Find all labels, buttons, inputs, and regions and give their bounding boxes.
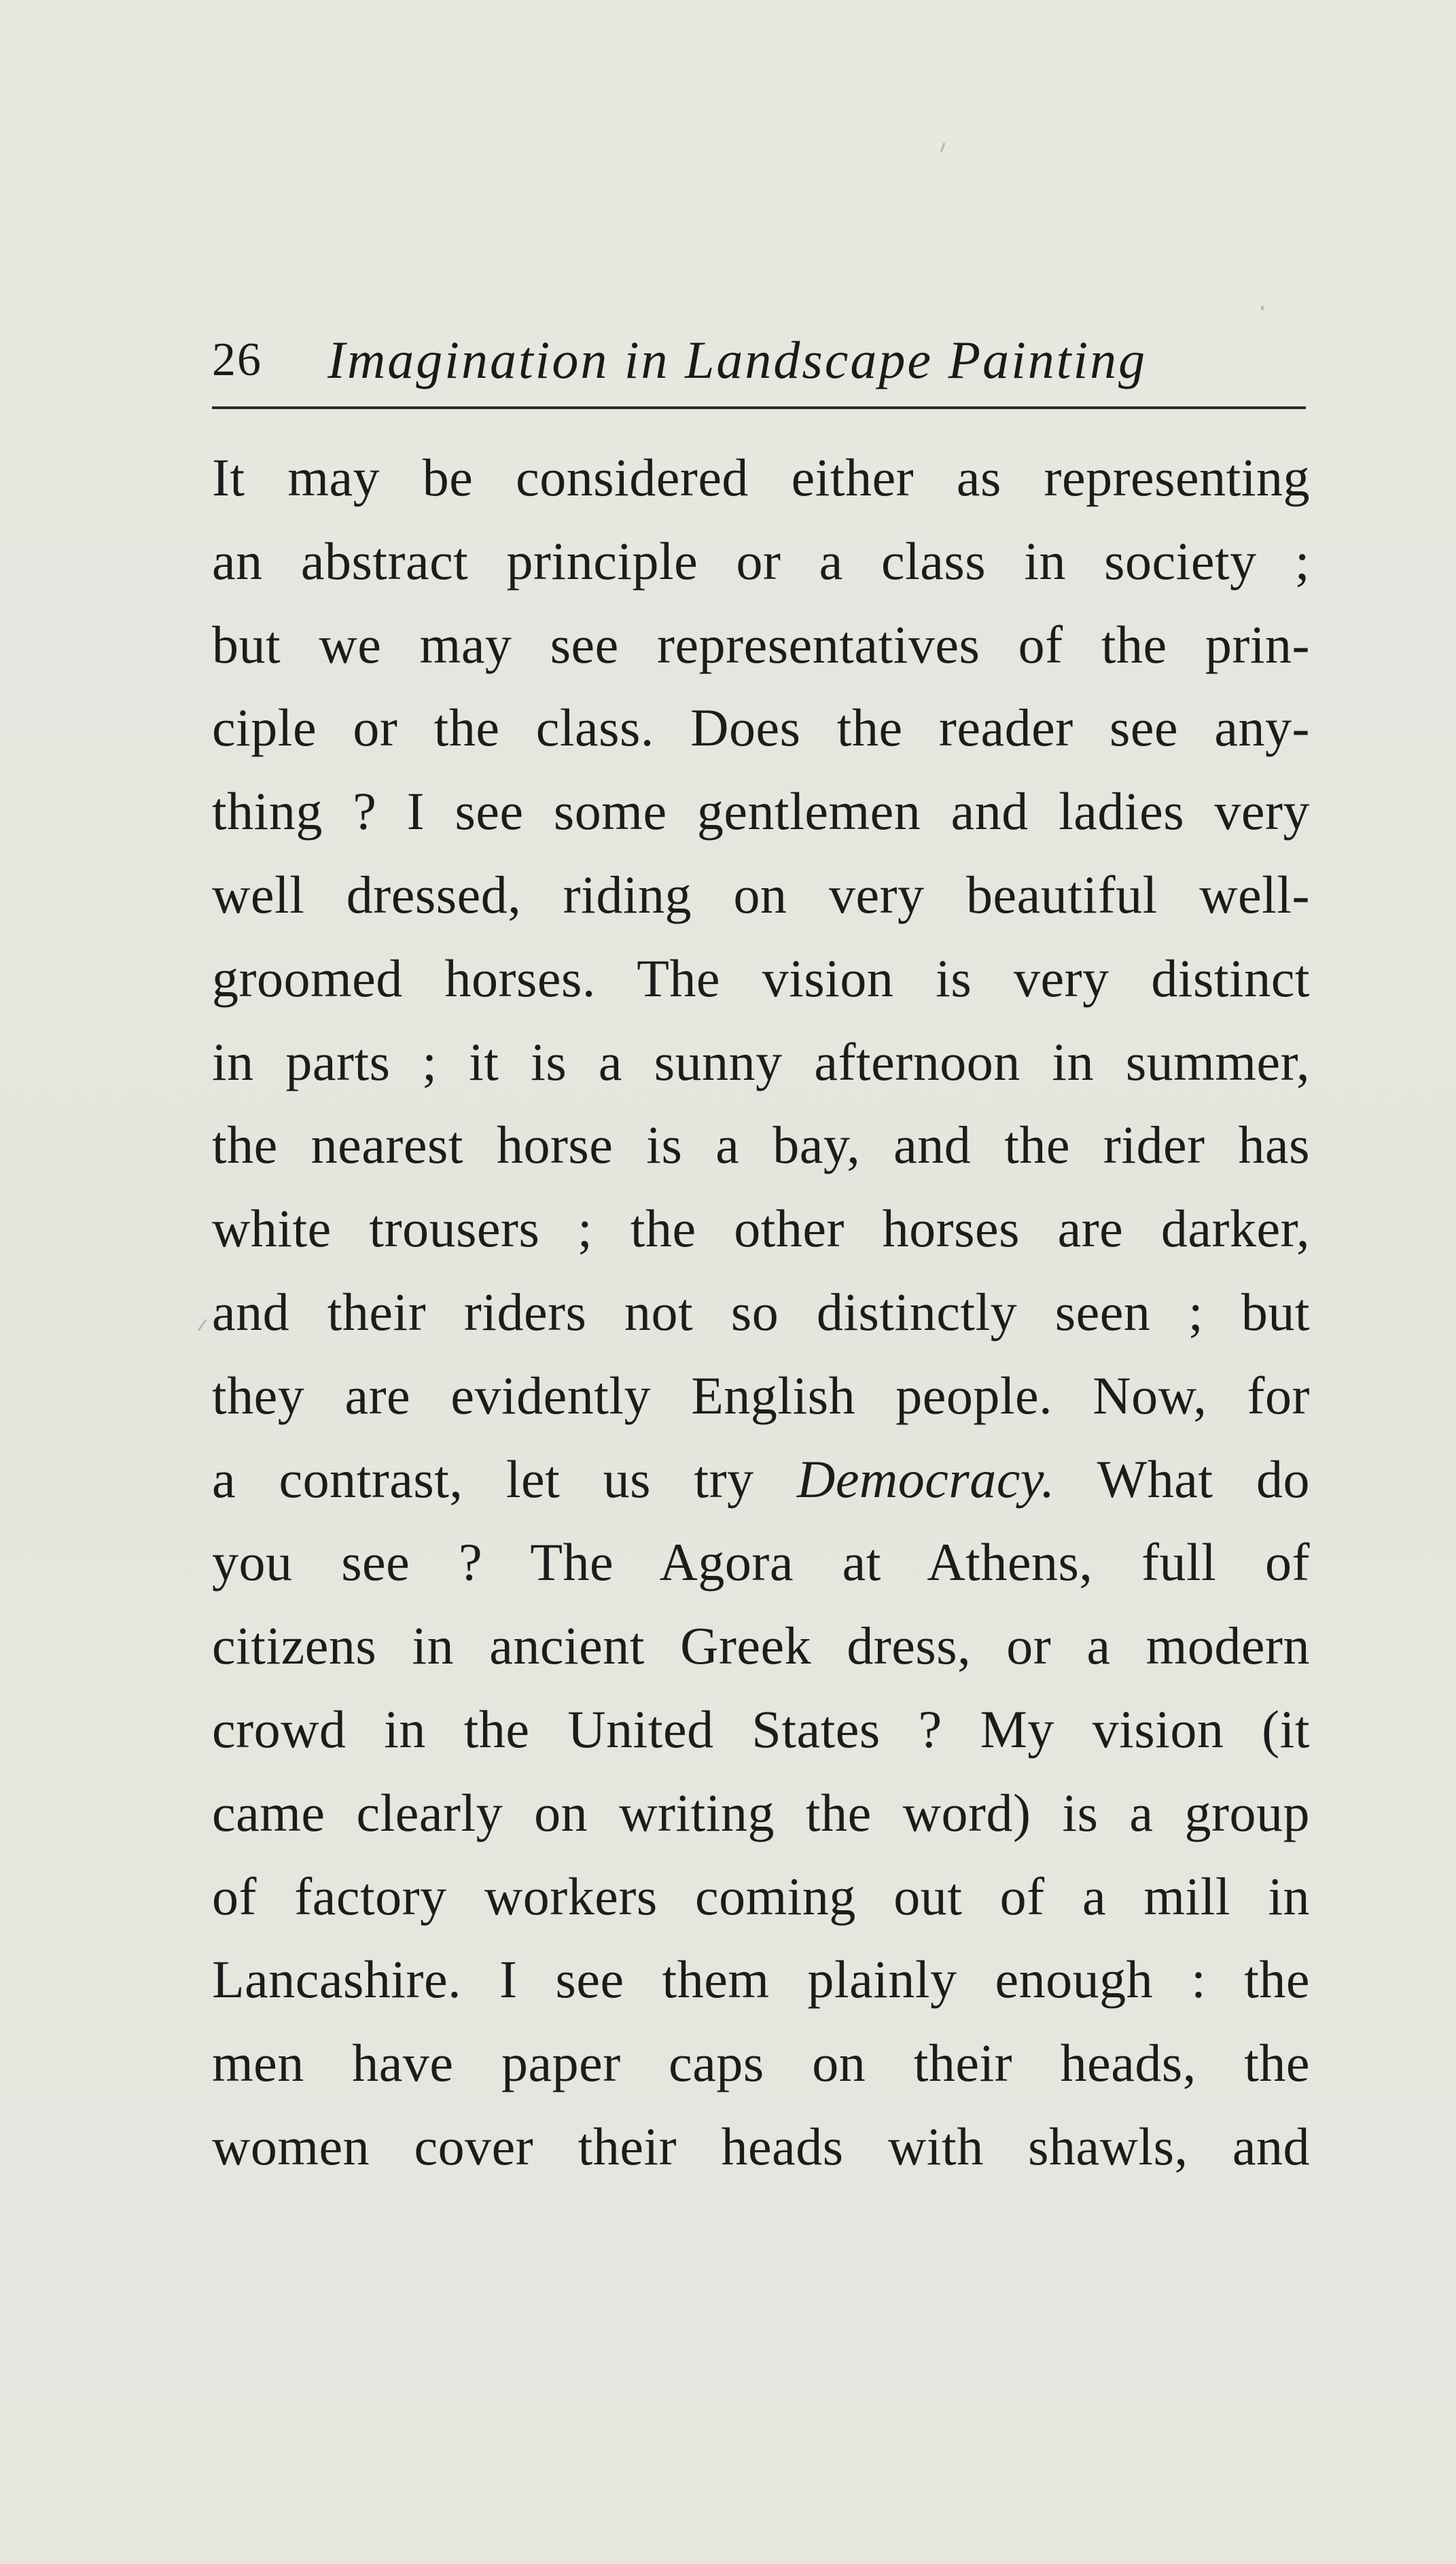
header-rule <box>212 406 1306 409</box>
paper-speck <box>198 1319 207 1331</box>
running-title: Imagination in Landscape Painting <box>327 330 1148 389</box>
text-line: the nearest horse is a bay, and the rider has <box>212 1115 1310 1175</box>
paper-speck <box>940 143 946 152</box>
text-line: It may be considered either as representing <box>212 448 1310 507</box>
text-line: women cover their heads with shawls, and <box>212 2116 1310 2176</box>
text-line: you see ? The Agora at Athens, full of <box>212 1532 1310 1592</box>
text-line: but we may see representatives of the prin- <box>212 614 1310 674</box>
text-line: thing ? I see some gentlemen and ladies very <box>212 782 1310 841</box>
text-line: Lancashire. I see them plainly enough : the <box>212 1950 1310 2009</box>
text-line: and their riders not so distinctly seen ; but <box>212 1282 1310 1341</box>
text-line: they are evidently English people. Now, for <box>212 1365 1310 1425</box>
text-line: well dressed, riding on very beautiful well- <box>212 864 1310 924</box>
paper-speck <box>1261 306 1264 310</box>
text-line: crowd in the United States ? My vision (it <box>212 1699 1310 1759</box>
text-line-with-italic <box>212 1438 1310 1522</box>
text-line: came clearly on writing the word) is a group <box>212 1782 1310 1842</box>
italic-word: Democracy. <box>796 1449 1055 1509</box>
text-line: an abstract principle or a class in society ; <box>212 531 1310 591</box>
body-text <box>212 436 1326 2189</box>
text-segment: a contrast, let us try <box>212 1449 797 1509</box>
page-number: 26 <box>212 334 262 386</box>
text-line: of factory workers coming out of a mill in <box>212 1866 1310 1926</box>
text-segment: What do <box>1054 1449 1310 1509</box>
running-header <box>212 319 1306 394</box>
text-line: men have paper caps on their heads, the <box>212 2033 1310 2093</box>
text-line: ciple or the class. Does the reader see any- <box>212 698 1310 758</box>
text-line: in parts ; it is a sunny afternoon in summer, <box>212 1032 1310 1091</box>
text-line: citizens in ancient Greek dress, or a modern <box>212 1616 1310 1676</box>
text-line: groomed horses. The vision is very distinct <box>212 948 1310 1008</box>
text-line: white trousers ; the other horses are darker, <box>212 1199 1310 1259</box>
